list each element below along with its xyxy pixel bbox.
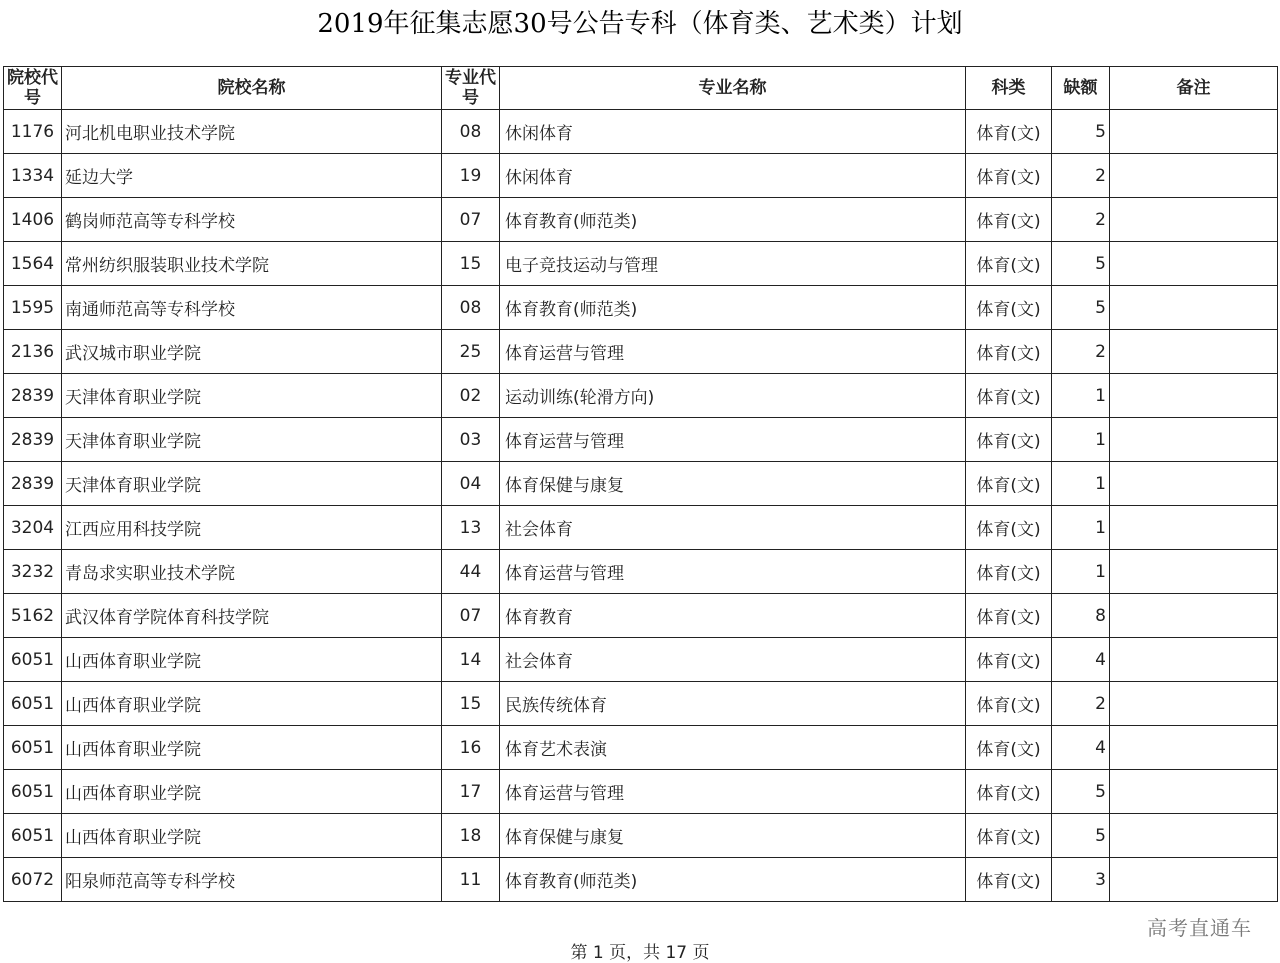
cell-major-name: 体育艺术表演 bbox=[500, 726, 966, 770]
cell-major-name: 体育教育 bbox=[500, 594, 966, 638]
cell-note bbox=[1110, 330, 1278, 374]
cell-note bbox=[1110, 462, 1278, 506]
cell-quota: 2 bbox=[1052, 154, 1110, 198]
header-major-code: 专业代号 bbox=[442, 67, 500, 110]
cell-category: 体育(文) bbox=[966, 638, 1052, 682]
table-row bbox=[4, 550, 1278, 594]
table-row bbox=[4, 682, 1278, 726]
table-header-row bbox=[4, 67, 1278, 110]
table-row bbox=[4, 198, 1278, 242]
table-row bbox=[4, 770, 1278, 814]
cell-note bbox=[1110, 550, 1278, 594]
enrollment-plan-table bbox=[3, 66, 1278, 902]
cell-major-name: 体育教育(师范类) bbox=[500, 858, 966, 902]
cell-school-name: 山西体育职业学院 bbox=[62, 682, 442, 726]
cell-major-code: 07 bbox=[442, 594, 500, 638]
cell-major-name: 民族传统体育 bbox=[500, 682, 966, 726]
page-footer: 第 1 页，共 17 页 bbox=[570, 943, 710, 963]
cell-school-name: 武汉体育学院体育科技学院 bbox=[62, 594, 442, 638]
cell-major-name: 社会体育 bbox=[500, 506, 966, 550]
cell-school-code: 3204 bbox=[4, 506, 62, 550]
cell-note bbox=[1110, 506, 1278, 550]
cell-note bbox=[1110, 682, 1278, 726]
cell-school-code: 2839 bbox=[4, 418, 62, 462]
table-body bbox=[4, 110, 1278, 902]
cell-school-name: 鹤岗师范高等专科学校 bbox=[62, 198, 442, 242]
cell-quota: 2 bbox=[1052, 682, 1110, 726]
table-row bbox=[4, 506, 1278, 550]
cell-school-code: 6051 bbox=[4, 726, 62, 770]
cell-major-code: 11 bbox=[442, 858, 500, 902]
cell-category: 体育(文) bbox=[966, 682, 1052, 726]
cell-major-name: 体育运营与管理 bbox=[500, 330, 966, 374]
cell-major-code: 15 bbox=[442, 682, 500, 726]
cell-category: 体育(文) bbox=[966, 550, 1052, 594]
cell-major-name: 体育保健与康复 bbox=[500, 462, 966, 506]
cell-major-name: 体育教育(师范类) bbox=[500, 286, 966, 330]
cell-note bbox=[1110, 594, 1278, 638]
cell-major-name: 体育运营与管理 bbox=[500, 550, 966, 594]
cell-major-code: 19 bbox=[442, 154, 500, 198]
header-note: 备注 bbox=[1110, 67, 1278, 110]
cell-major-name: 体育运营与管理 bbox=[500, 770, 966, 814]
cell-school-name: 山西体育职业学院 bbox=[62, 770, 442, 814]
cell-category: 体育(文) bbox=[966, 198, 1052, 242]
cell-school-code: 3232 bbox=[4, 550, 62, 594]
cell-school-code: 2839 bbox=[4, 462, 62, 506]
table-row bbox=[4, 462, 1278, 506]
table-row bbox=[4, 286, 1278, 330]
cell-category: 体育(文) bbox=[966, 418, 1052, 462]
cell-school-code: 1406 bbox=[4, 198, 62, 242]
cell-category: 体育(文) bbox=[966, 506, 1052, 550]
cell-note bbox=[1110, 154, 1278, 198]
table-row bbox=[4, 242, 1278, 286]
cell-major-name: 休闲体育 bbox=[500, 154, 966, 198]
cell-quota: 5 bbox=[1052, 242, 1110, 286]
cell-quota: 5 bbox=[1052, 770, 1110, 814]
cell-school-code: 6051 bbox=[4, 682, 62, 726]
cell-major-code: 44 bbox=[442, 550, 500, 594]
cell-major-name: 休闲体育 bbox=[500, 110, 966, 154]
cell-category: 体育(文) bbox=[966, 770, 1052, 814]
cell-school-code: 5162 bbox=[4, 594, 62, 638]
cell-category: 体育(文) bbox=[966, 858, 1052, 902]
cell-major-code: 03 bbox=[442, 418, 500, 462]
cell-category: 体育(文) bbox=[966, 110, 1052, 154]
cell-quota: 2 bbox=[1052, 198, 1110, 242]
cell-category: 体育(文) bbox=[966, 462, 1052, 506]
cell-major-name: 电子竞技运动与管理 bbox=[500, 242, 966, 286]
cell-major-name: 社会体育 bbox=[500, 638, 966, 682]
cell-school-name: 延边大学 bbox=[62, 154, 442, 198]
cell-category: 体育(文) bbox=[966, 374, 1052, 418]
header-category: 科类 bbox=[966, 67, 1052, 110]
cell-quota: 4 bbox=[1052, 638, 1110, 682]
cell-school-name: 南通师范高等专科学校 bbox=[62, 286, 442, 330]
cell-major-code: 25 bbox=[442, 330, 500, 374]
cell-category: 体育(文) bbox=[966, 814, 1052, 858]
table-row bbox=[4, 726, 1278, 770]
document-title: 2019年征集志愿30号公告专科（体育类、艺术类）计划 bbox=[317, 9, 963, 39]
cell-note bbox=[1110, 814, 1278, 858]
cell-major-code: 07 bbox=[442, 198, 500, 242]
cell-major-code: 04 bbox=[442, 462, 500, 506]
cell-school-name: 天津体育职业学院 bbox=[62, 374, 442, 418]
table-row bbox=[4, 154, 1278, 198]
cell-school-name: 武汉城市职业学院 bbox=[62, 330, 442, 374]
header-school-code: 院校代号 bbox=[4, 67, 62, 110]
cell-school-name: 常州纺织服装职业技术学院 bbox=[62, 242, 442, 286]
cell-quota: 5 bbox=[1052, 814, 1110, 858]
cell-quota: 8 bbox=[1052, 594, 1110, 638]
cell-school-name: 青岛求实职业技术学院 bbox=[62, 550, 442, 594]
cell-note bbox=[1110, 770, 1278, 814]
cell-category: 体育(文) bbox=[966, 154, 1052, 198]
cell-quota: 5 bbox=[1052, 110, 1110, 154]
cell-major-code: 16 bbox=[442, 726, 500, 770]
cell-school-code: 6051 bbox=[4, 814, 62, 858]
cell-note bbox=[1110, 242, 1278, 286]
table-row bbox=[4, 374, 1278, 418]
cell-note bbox=[1110, 726, 1278, 770]
cell-school-name: 天津体育职业学院 bbox=[62, 418, 442, 462]
cell-school-code: 1334 bbox=[4, 154, 62, 198]
table-row bbox=[4, 418, 1278, 462]
cell-note bbox=[1110, 374, 1278, 418]
cell-note bbox=[1110, 638, 1278, 682]
cell-school-name: 河北机电职业技术学院 bbox=[62, 110, 442, 154]
cell-school-name: 山西体育职业学院 bbox=[62, 814, 442, 858]
cell-category: 体育(文) bbox=[966, 726, 1052, 770]
cell-quota: 2 bbox=[1052, 330, 1110, 374]
cell-note bbox=[1110, 198, 1278, 242]
cell-school-code: 6051 bbox=[4, 638, 62, 682]
cell-category: 体育(文) bbox=[966, 594, 1052, 638]
cell-major-name: 体育教育(师范类) bbox=[500, 198, 966, 242]
table-row bbox=[4, 594, 1278, 638]
header-quota: 缺额 bbox=[1052, 67, 1110, 110]
cell-school-code: 2839 bbox=[4, 374, 62, 418]
cell-school-name: 山西体育职业学院 bbox=[62, 726, 442, 770]
table-row bbox=[4, 858, 1278, 902]
cell-major-code: 13 bbox=[442, 506, 500, 550]
cell-category: 体育(文) bbox=[966, 286, 1052, 330]
cell-major-name: 体育运营与管理 bbox=[500, 418, 966, 462]
cell-major-code: 14 bbox=[442, 638, 500, 682]
table-row bbox=[4, 110, 1278, 154]
cell-quota: 1 bbox=[1052, 418, 1110, 462]
cell-note bbox=[1110, 418, 1278, 462]
cell-major-name: 运动训练(轮滑方向) bbox=[500, 374, 966, 418]
watermark: 高考直通车 bbox=[1147, 916, 1252, 940]
cell-school-code: 1564 bbox=[4, 242, 62, 286]
cell-school-code: 2136 bbox=[4, 330, 62, 374]
cell-note bbox=[1110, 110, 1278, 154]
cell-school-name: 天津体育职业学院 bbox=[62, 462, 442, 506]
cell-quota: 1 bbox=[1052, 374, 1110, 418]
table-row bbox=[4, 814, 1278, 858]
cell-major-name: 体育保健与康复 bbox=[500, 814, 966, 858]
cell-school-code: 1176 bbox=[4, 110, 62, 154]
cell-note bbox=[1110, 286, 1278, 330]
header-major-name: 专业名称 bbox=[500, 67, 966, 110]
cell-major-code: 18 bbox=[442, 814, 500, 858]
cell-school-code: 6072 bbox=[4, 858, 62, 902]
cell-category: 体育(文) bbox=[966, 330, 1052, 374]
cell-school-code: 6051 bbox=[4, 770, 62, 814]
cell-major-code: 08 bbox=[442, 110, 500, 154]
table-row bbox=[4, 638, 1278, 682]
cell-quota: 1 bbox=[1052, 506, 1110, 550]
cell-school-name: 阳泉师范高等专科学校 bbox=[62, 858, 442, 902]
header-school-name: 院校名称 bbox=[62, 67, 442, 110]
cell-quota: 5 bbox=[1052, 286, 1110, 330]
cell-major-code: 02 bbox=[442, 374, 500, 418]
cell-quota: 3 bbox=[1052, 858, 1110, 902]
cell-category: 体育(文) bbox=[966, 242, 1052, 286]
cell-quota: 1 bbox=[1052, 462, 1110, 506]
table-row bbox=[4, 330, 1278, 374]
cell-major-code: 17 bbox=[442, 770, 500, 814]
cell-quota: 1 bbox=[1052, 550, 1110, 594]
cell-major-code: 15 bbox=[442, 242, 500, 286]
cell-quota: 4 bbox=[1052, 726, 1110, 770]
cell-school-code: 1595 bbox=[4, 286, 62, 330]
cell-school-name: 江西应用科技学院 bbox=[62, 506, 442, 550]
cell-major-code: 08 bbox=[442, 286, 500, 330]
cell-note bbox=[1110, 858, 1278, 902]
cell-school-name: 山西体育职业学院 bbox=[62, 638, 442, 682]
